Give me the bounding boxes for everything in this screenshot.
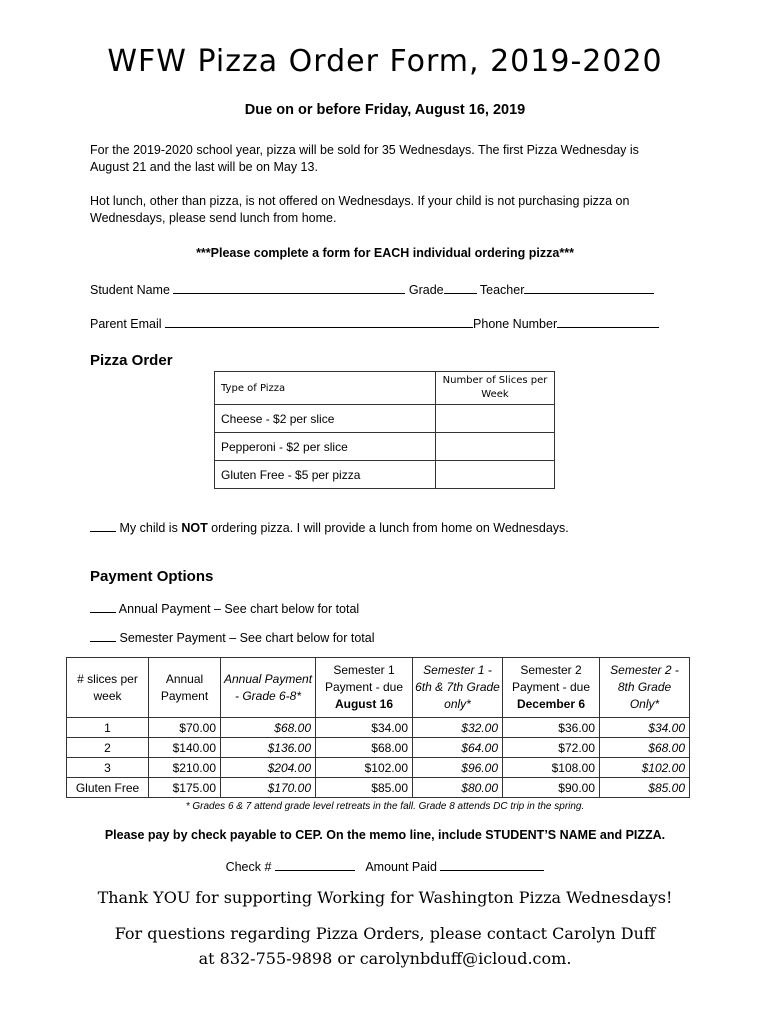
not-ordering-text-rest: ordering pizza. I will provide a lunch from home on Wednesdays. [207, 521, 569, 535]
teacher-field[interactable] [524, 281, 654, 294]
cell: $85.00 [600, 778, 690, 798]
cell: 3 [67, 758, 149, 778]
header-annual: Annual Payment [149, 658, 221, 718]
pizza-row-cheese [215, 405, 555, 433]
table-row [67, 718, 690, 738]
header-slices: # slices per week [67, 658, 149, 718]
intro-paragraph-2: Hot lunch, other than pizza, is not offered on Wednesdays. If your child is not purchasing pizza on Wednesdays, please send lunch from home. [90, 194, 630, 225]
parent-email-label: Parent Email [90, 317, 162, 331]
cell: Gluten Free [67, 778, 149, 798]
table-row [67, 778, 690, 798]
payment-header-row [67, 658, 690, 718]
cell: $34.00 [600, 718, 690, 738]
not-ordering-checkline[interactable] [90, 519, 116, 532]
pizza-type: Cheese - $2 per slice [215, 405, 436, 433]
payment-options-heading: Payment Options [90, 568, 214, 585]
slices-per-week-header: Number of Slices per Week [436, 372, 555, 405]
individual-form-notice: ***Please complete a form for EACH individual ordering pizza*** [196, 246, 574, 260]
table-row [67, 758, 690, 778]
annual-payment-label: Annual Payment – See chart below for total [118, 602, 360, 616]
phone-label: Phone Number [473, 317, 558, 331]
semester-payment-option [90, 629, 374, 645]
parent-email-field[interactable] [165, 315, 473, 328]
cell: $175.00 [149, 778, 221, 798]
cell: $96.00 [413, 758, 503, 778]
cell: $210.00 [149, 758, 221, 778]
cell: $102.00 [316, 758, 413, 778]
cell: $64.00 [413, 738, 503, 758]
cell: $108.00 [503, 758, 600, 778]
grade-label: Grade [408, 283, 444, 297]
cell: $136.00 [221, 738, 316, 758]
cell: $34.00 [316, 718, 413, 738]
not-ordering-text: My child is [119, 521, 182, 535]
annual-payment-option [90, 600, 359, 616]
check-number-label: Check # [225, 860, 272, 874]
annual-payment-checkline[interactable] [90, 600, 116, 613]
semester-2-due-date: December 6 [516, 697, 586, 711]
teacher-label: Teacher [479, 283, 525, 297]
slices-input[interactable] [436, 461, 555, 489]
parent-info-row [90, 315, 659, 331]
check-number-field[interactable] [275, 858, 355, 871]
pizza-order-heading: Pizza Order [90, 352, 173, 369]
cell: $170.00 [221, 778, 316, 798]
amount-paid-field[interactable] [440, 858, 544, 871]
payment-instructions: Please pay by check payable to CEP. On the memo line, include STUDENT’S NAME and PIZZA. [104, 828, 666, 842]
cell: $140.00 [149, 738, 221, 758]
amount-paid-label: Amount Paid [365, 860, 437, 874]
type-of-pizza-header: Type of Pizza [215, 372, 436, 405]
header-semester-2-grade-8: Semester 2 - 8th Grade Only* [600, 658, 690, 718]
form-title: WFW Pizza Order Form, 2019-2020 [107, 44, 663, 79]
cell: $36.00 [503, 718, 600, 738]
student-name-field[interactable] [173, 281, 405, 294]
pizza-type: Pepperoni - $2 per slice [215, 433, 436, 461]
student-name-label: Student Name [90, 283, 170, 297]
grade-field[interactable] [444, 281, 477, 294]
cell: $68.00 [316, 738, 413, 758]
check-amount-row [0, 858, 770, 874]
not-emphasis: NOT [181, 521, 208, 535]
cell: $32.00 [413, 718, 503, 738]
cell: $70.00 [149, 718, 221, 738]
cell: $102.00 [600, 758, 690, 778]
pizza-order-table [214, 371, 555, 489]
pizza-row-pepperoni [215, 433, 555, 461]
cell: 2 [67, 738, 149, 758]
header-semester-2: Semester 2 Payment - due December 6 [503, 658, 600, 718]
cell: $204.00 [221, 758, 316, 778]
header-semester-1: Semester 1 Payment - due August 16 [316, 658, 413, 718]
cell: $68.00 [600, 738, 690, 758]
header-annual-grade-6-8: Annual Payment - Grade 6-8* [221, 658, 316, 718]
cell: $85.00 [316, 778, 413, 798]
cell: $72.00 [503, 738, 600, 758]
cell: $68.00 [221, 718, 316, 738]
slices-input[interactable] [436, 405, 555, 433]
pizza-type: Gluten Free - $5 per pizza [215, 461, 436, 489]
semester-payment-checkline[interactable] [90, 629, 116, 642]
header-semester-1-grade-6-7: Semester 1 - 6th & 7th Grade only* [413, 658, 503, 718]
phone-field[interactable] [557, 315, 659, 328]
slices-input[interactable] [436, 433, 555, 461]
semester-payment-label: Semester Payment – See chart below for total [119, 631, 375, 645]
payment-chart [66, 657, 690, 798]
cell: 1 [67, 718, 149, 738]
student-info-row [90, 281, 654, 297]
intro-paragraph-1: For the 2019-2020 school year, pizza will be sold for 35 Wednesdays. The first Pizza Wednesday is August 21 and the last will be on May 13. [90, 143, 639, 174]
not-ordering-row [90, 519, 569, 535]
thank-you-note: Thank YOU for supporting Working for Washington Pizza Wednesdays! [97, 888, 673, 907]
contact-line-2: at 832-755-9898 or carolynbduff@icloud.com. [198, 949, 572, 968]
cell: $90.00 [503, 778, 600, 798]
pizza-order-header-row [215, 372, 555, 405]
grade-footnote: * Grades 6 & 7 attend grade level retreats in the fall. Grade 8 attends DC trip in the spring. [185, 801, 585, 812]
table-row [67, 738, 690, 758]
cell: $80.00 [413, 778, 503, 798]
due-date: Due on or before Friday, August 16, 2019 [244, 102, 526, 118]
pizza-row-gluten-free [215, 461, 555, 489]
semester-1-due-date: August 16 [334, 697, 393, 711]
contact-line-1: For questions regarding Pizza Orders, please contact Carolyn Duff [114, 924, 656, 943]
